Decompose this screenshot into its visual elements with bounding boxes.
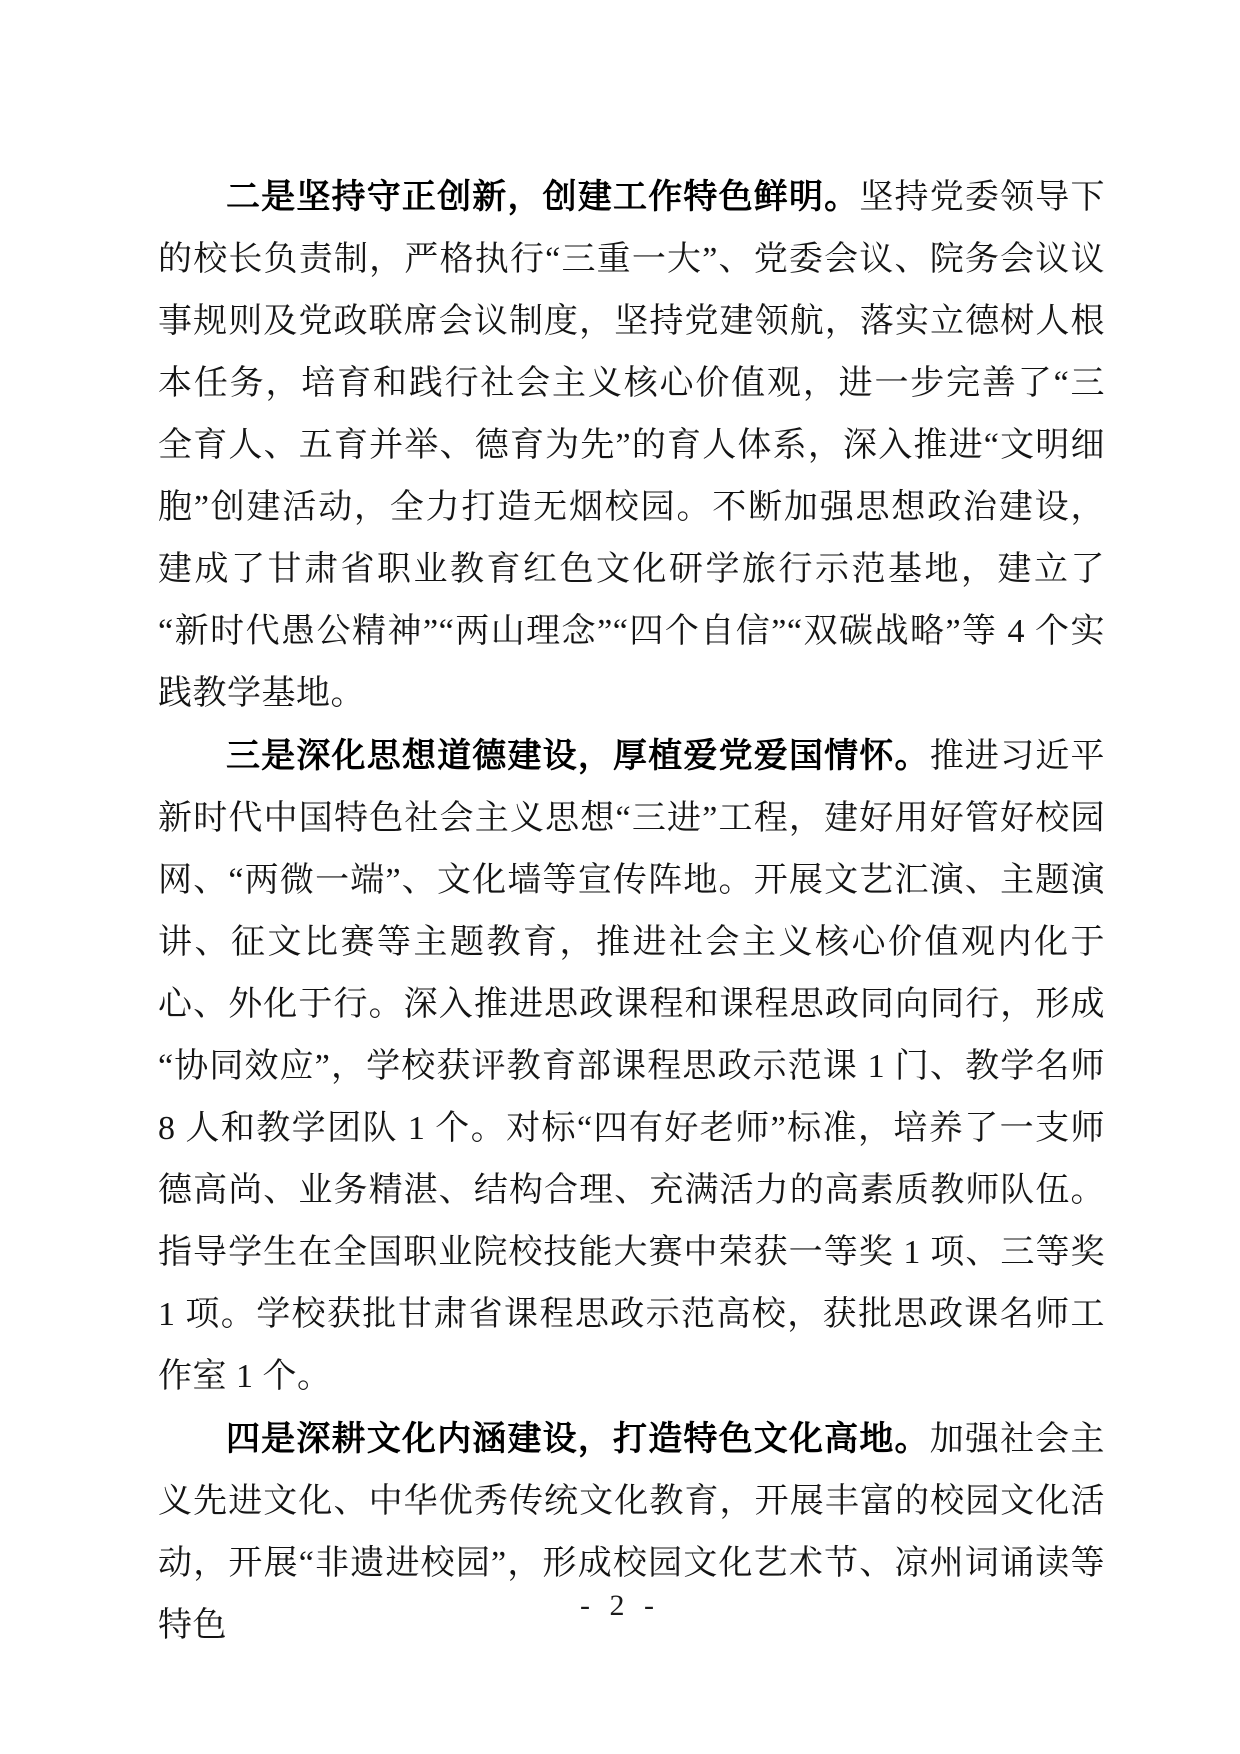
paragraph-lead: 三是深化思想道德建设，厚植爱党爱国情怀。 <box>226 737 930 775</box>
page-number: - 2 - <box>580 1589 660 1622</box>
paragraph-text: 坚持党委领导下的校长负责制，严格执行“三重一大”、党委会议、院务会议议事规则及党政联席会议制度，坚持党建领航，落实立德树人根本任务，培育和践行社会主义核心价值观，进一步完善了“三全育人、五育并举、德育为先”的育人体系，深入推进“文明细胞”创建活动，全力打造无烟校园。不断加强思想政治建设，建成了甘肃省职业教育红色文化研学旅行示范基地，建立了“新时代愚公精神”“两山理念”“四个自信”“双碳战略”等 4 个实践教学基地。 <box>158 179 1105 712</box>
paragraph <box>158 725 1105 1408</box>
paragraph-lead: 二是坚持守正创新，创建工作特色鲜明。 <box>226 178 860 216</box>
paragraph <box>158 166 1105 725</box>
paragraph-lead: 四是深耕文化内涵建设，打造特色文化高地。 <box>226 1420 930 1458</box>
paragraph-text: 推进习近平新时代中国特色社会主义思想“三进”工程，建好用好管好校园网、“两微一端”、文化墙等宣传阵地。开展文艺汇演、主题演讲、征文比赛等主题教育，推进社会主义核心价值观内化于心、外化于行。深入推进思政课程和课程思政同向同行，形成“协同效应”，学校获评教育部课程思政示范课 1 门、教学名师 8 人和教学团队 1 个。对标“四有好老师”标准，培养了一支师德高尚、业务精湛、结构合理、充满活力的高素质教师队伍。指导学生在全国职业院校技能大赛中荣获一等奖 1 项、三等奖 1 项。学校获批甘肃省课程思政示范高校，获批思政课名师工作室 1 个。 <box>158 738 1105 1395</box>
paragraph-text: 加强社会主义先进文化、中华优秀传统文化教育，开展丰富的校园文化活动，开展“非遗进校园”，形成校园文化艺术节、凉州词诵读等特色 <box>158 1421 1105 1644</box>
document-body <box>158 166 1105 1657</box>
